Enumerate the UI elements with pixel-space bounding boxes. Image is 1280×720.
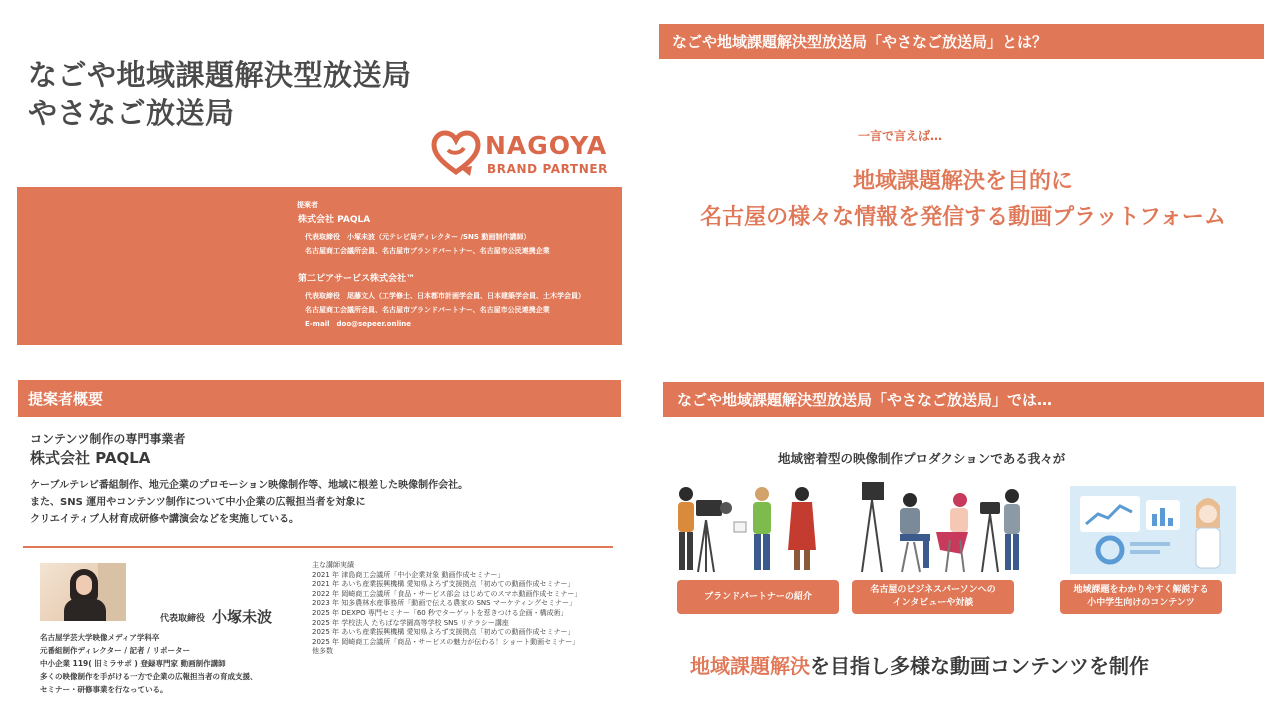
overview-header: 提案者概要 <box>18 380 621 417</box>
logo-word-nagoya: NAGOYA <box>485 131 608 160</box>
proposer-company-2-line: 名古屋商工会議所会員、名古屋市ブランドパートナー、名古屋市公民連携企業 <box>305 306 550 314</box>
interview-illustration <box>850 480 1030 575</box>
proposer-company-2: 第二ピアサービス株式会社™ <box>298 274 416 284</box>
card-business-interview: 名古屋のビジネスパーソンへの インタビューや対談 <box>852 580 1014 614</box>
record-line: 2022 年 岡崎商工会議所「食品・サービス部会 はじめてのスマホ動画作成セミナー」 <box>312 589 582 598</box>
education-illustration <box>1068 484 1248 579</box>
closing-statement <box>690 650 1149 679</box>
closing-highlight: 地域課題解決 <box>690 654 810 678</box>
record-line: 2021 年 津島商工会議所「中小企業対象 動画作成セミナー」 <box>312 570 505 579</box>
card-kids-content: 地域課題をわかりやすく解説する 小中学生向けのコンテンツ <box>1060 580 1222 614</box>
representative-photo <box>40 563 126 621</box>
record-line: 2021 年 あいち産業振興機構 愛知県よろず支援拠点「初めての動画作成セミナー」 <box>312 580 575 589</box>
production-intro: 地域密着型の映像制作プロダクションである我々が <box>778 451 1066 466</box>
hero-line-1: 地域課題解決を目的に <box>852 169 1073 194</box>
title-line-2: やさなご放送局 <box>28 96 235 130</box>
proposer-company-2-line: 代表取締役 尾藤文人（工学修士、日本都市計画学会員、日本建築学会員、土木学会員） <box>305 292 585 300</box>
bio-line: 元番組制作ディレクター / 記者 / リポーター <box>40 646 191 655</box>
hero-statement <box>662 164 1264 236</box>
bio-line: 中小企業 119( 旧ミラサポ ) 登録専門家 動画制作講師 <box>40 659 226 668</box>
record-line: 主な講師実績 <box>312 561 354 569</box>
proposer-company-1-line: 代表取締役 小塚未波（元テレビ局ディレクター /SNS 動画制作講師） <box>305 233 531 241</box>
section-divider <box>23 546 613 548</box>
record-line: 2025 年 学校法人 たちばな学園高等学校 SNS リテラシー講座 <box>312 618 509 627</box>
representative-name: 小塚未波 <box>212 608 273 626</box>
bio-line: セミナー・研修事業を行なっている。 <box>40 685 168 694</box>
record-line: 2023 年 知多農林水産事務所「動画で伝える農家の SNS マーケティングセミナー」 <box>312 599 576 608</box>
proposer-company-1: 株式会社 PAQLA <box>298 215 371 225</box>
description-line: また、SNS 運用やコンテンツ制作について中小企業の広報担当者を対象に <box>30 497 366 508</box>
record-line: 2025 年 DEXPO 専門セミナー「60 秒でターゲットを惹きつける企画・構成術」 <box>312 608 568 617</box>
overview-company-name: 株式会社 PAQLA <box>30 449 151 467</box>
card-brand-partner: ブランドパートナーの紹介 <box>677 580 839 614</box>
title-line-1: なごや地域課題解決型放送局 <box>28 58 412 92</box>
record-line: 2025 年 あいち産業振興機構 愛知県よろず支援拠点「初めての動画作成セミナー」 <box>312 628 575 637</box>
representative-role: 代表取締役 <box>160 614 206 624</box>
activities-header: なごや地域課題解決型放送局「やさなご放送局」では… <box>663 382 1264 417</box>
in-a-word-label: 一言で言えば… <box>858 129 943 143</box>
record-line: 他多数 <box>312 647 333 656</box>
description-line: ケーブルテレビ番組制作、地元企業のプロモーション映像制作等、地域に根差した映像制作会社。 <box>30 480 469 491</box>
heart-logo-icon <box>430 128 482 180</box>
bio-line: 名古屋学芸大学映像メディア学科卒 <box>40 633 160 642</box>
representative-bio <box>40 631 258 696</box>
lecture-records <box>312 561 581 657</box>
logo-word-brand-partner: BRAND PARTNER <box>487 162 609 176</box>
nagoya-brand-partner-logo <box>430 128 620 180</box>
closing-rest: を目指し多様な動画コンテンツを制作 <box>810 654 1149 678</box>
overview-subtitle: コンテンツ制作の専門事業者 <box>30 432 186 446</box>
film-crew-illustration <box>668 480 848 575</box>
proposer-label: 提案者 <box>297 201 318 209</box>
bio-line: 多くの映像制作を手がける一方で企業の広報担当者の育成支援、 <box>40 672 258 681</box>
proposer-email: E-mail doo@sepeer.online <box>305 320 411 328</box>
proposer-company-1-line: 名古屋商工会議所会員、名古屋市ブランドパートナー、名古屋市公民連携企業 <box>305 247 550 255</box>
description-line: クリエイティブ人材育成研修や講演会などを実施している。 <box>30 514 299 525</box>
hero-line-2: 名古屋の様々な情報を発信する動画プラットフォーム <box>700 205 1226 230</box>
record-line: 2025 年 岡崎商工会議所「商品・サービスの魅力が伝わる！ショート動画セミナー」 <box>312 637 580 646</box>
proposer-box <box>17 187 622 345</box>
page-title <box>28 56 412 132</box>
about-header: なごや地域課題解決型放送局「やさなご放送局」とは？ <box>659 24 1264 59</box>
overview-description <box>30 477 468 528</box>
